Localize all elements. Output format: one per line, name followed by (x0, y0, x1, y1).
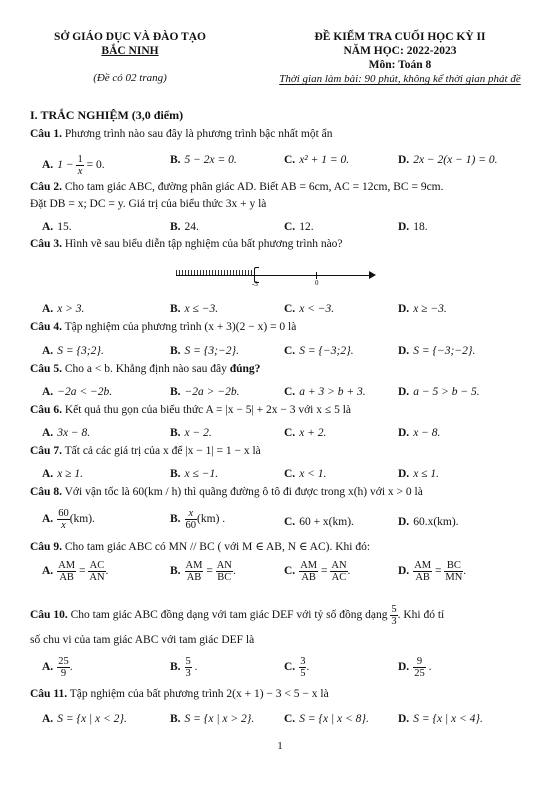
pages-note: (Đề có 02 trang) (93, 72, 167, 84)
option-c: C. 12. (284, 221, 314, 233)
option-b: B. x ≤ −3. (170, 303, 219, 315)
option-c: C. S = {x | x < 8}. (284, 713, 369, 725)
option-c: C. $\frac{AM}{AB}$ = $\frac{AN}{AC}$ . (284, 560, 351, 583)
number-line-axis (176, 275, 372, 276)
header-right (250, 30, 550, 86)
option-a: A. $\frac{AM}{AB}$ = $\frac{AC}{AN}$ . (42, 560, 109, 583)
option-b: B. 24. (170, 221, 199, 233)
option-a: A. $\frac{60}{x}$ (km). (42, 508, 95, 531)
question-4-options (42, 345, 542, 361)
question-10-line2: số chu vi của tam giác ABC với tam giác DEF là (30, 634, 255, 646)
question-11-options (42, 713, 542, 729)
option-a: A. 1 − $\frac{1}{x}$ = 0. (42, 154, 105, 177)
section-title: I. TRẮC NGHIỆM (3,0 điểm) (30, 108, 184, 122)
option-d: D. x ≤ 1. (398, 468, 439, 480)
question-4: Câu 4. Tập nghiệm của phương trình (x + 3)(2 − x) = 0 là (30, 321, 297, 333)
department-name: SỞ GIÁO DỤC VÀ ĐÀO TẠO (54, 31, 206, 43)
province-name: BẮC NINH (101, 45, 159, 57)
option-c: C. x² + 1 = 0. (284, 154, 350, 166)
option-d: D. 18. (398, 221, 428, 233)
subject: Môn: Toán 8 (368, 59, 432, 71)
option-a: A. 15. (42, 221, 72, 233)
option-c: C. x < 1. (284, 468, 327, 480)
option-a: A. x ≥ 1. (42, 468, 83, 480)
question-2-options (42, 221, 542, 237)
question-6-options (42, 427, 542, 443)
option-c: C. x < −3. (284, 303, 335, 315)
option-d: D. 2x − 2(x − 1) = 0. (398, 154, 498, 166)
question-11: Câu 11. Tập nghiệm của bất phương trình 2(x + 1) − 3 < 5 − x là (30, 688, 329, 700)
question-7-options (42, 468, 542, 484)
question-7: Câu 7. Tất cả các giá trị của x để |x − 1| = 1 − x là (30, 445, 261, 457)
option-d: D. a − 5 > b − 5. (398, 386, 480, 398)
option-b: B. 5 − 2x = 0. (170, 154, 237, 166)
number-line-figure (176, 263, 376, 293)
option-a: A. 3x − 8. (42, 427, 91, 439)
option-d: D. $\frac{AM}{AB}$ = $\frac{BC}{MN}$ . (398, 560, 467, 583)
question-5-options (42, 386, 542, 402)
question-10: Câu 10. Cho tam giác ABC đồng dạng với tam giác DEF với tỷ số đồng dạng $\frac{5}{3}$ . Khi đó tỉ (30, 604, 445, 627)
option-a: A. S = {3;2}. (42, 345, 104, 357)
option-b: B. x ≤ −1. (170, 468, 219, 480)
option-d: D. $\frac{9}{25}$ . (398, 656, 432, 679)
question-6: Câu 6. Kết quả thu gọn của biểu thức A = |x − 5| + 2x − 3 với x ≤ 5 là (30, 404, 351, 416)
option-d: D. S = {x | x < 4}. (398, 713, 483, 725)
question-2: Câu 2. Cho tam giác ABC, đường phân giác AD. Biết AB = 6cm, AC = 12cm, BC = 9cm. (30, 181, 444, 193)
header-left (40, 30, 220, 85)
school-year: NĂM HỌC: 2022-2023 (343, 45, 457, 57)
tick-label-zero: 0 (315, 279, 319, 287)
question-3: Câu 3. Hình vẽ sau biểu diễn tập nghiệm của bất phương trình nào? (30, 238, 343, 250)
option-b: B. $\frac{x}{60}$ (km) . (170, 508, 226, 531)
question-8: Câu 8. Với vận tốc là 60(km / h) thì quãng đường ô tô đi được trong x(h) với x > 0 là (30, 486, 423, 498)
option-b: B. S = {x | x > 2}. (170, 713, 255, 725)
option-c: C. x + 2. (284, 427, 327, 439)
time-note: Thời gian làm bài: 90 phút, không kể thời gian phát đề (279, 73, 521, 85)
option-a: A. S = {x | x < 2}. (42, 713, 127, 725)
option-b: B. $\frac{AM}{AB}$ = $\frac{AN}{BC}$ . (170, 560, 236, 583)
question-9: Câu 9. Cho tam giác ABC có MN // BC ( với M ∈ AB, N ∈ AC). Khi đó: (30, 541, 371, 553)
option-d: D. S = {−3;−2}. (398, 345, 476, 357)
question-5: Câu 5. Cho a < b. Khẳng định nào sau đây đúng? (30, 363, 261, 375)
option-a: A. x > 3. (42, 303, 85, 315)
option-a: A. $\frac{25}{9}$ . (42, 656, 73, 679)
exam-title: ĐỀ KIỂM TRA CUỐI HỌC KỲ II (314, 31, 486, 43)
option-c: C. $\frac{3}{5}$ . (284, 656, 310, 679)
option-b: B. S = {3;−2}. (170, 345, 239, 357)
arrow-right-icon (369, 271, 376, 279)
option-a: A. −2a < −2b. (42, 386, 113, 398)
question-8-options (42, 508, 542, 532)
question-9-options (42, 560, 542, 584)
option-d: D. x − 8. (398, 427, 441, 439)
option-d: D. x ≥ −3. (398, 303, 447, 315)
question-1-options (42, 154, 542, 177)
option-c: C. 60 + x(km). (284, 516, 354, 528)
zero-tick (316, 272, 317, 279)
option-b: B. x − 2. (170, 427, 212, 439)
option-c: C. a + 3 > b + 3. (284, 386, 366, 398)
page-number: 1 (277, 740, 283, 752)
question-3-options (42, 303, 542, 319)
question-10-options (42, 656, 542, 680)
option-b: B. −2a > −2b. (170, 386, 240, 398)
question-1: Câu 1. Phương trình nào sau đây là phương trình bậc nhất một ẩn (30, 128, 333, 140)
option-b: B. $\frac{5}{3}$ . (170, 656, 198, 679)
option-c: C. S = {−3;2}. (284, 345, 354, 357)
question-2-line2: Đặt DB = x; DC = y. Giá trị của biểu thức 3x + y là (30, 198, 267, 210)
option-d: D. 60.x(km). (398, 516, 459, 528)
tick-label-neg3: -3 (252, 280, 258, 288)
